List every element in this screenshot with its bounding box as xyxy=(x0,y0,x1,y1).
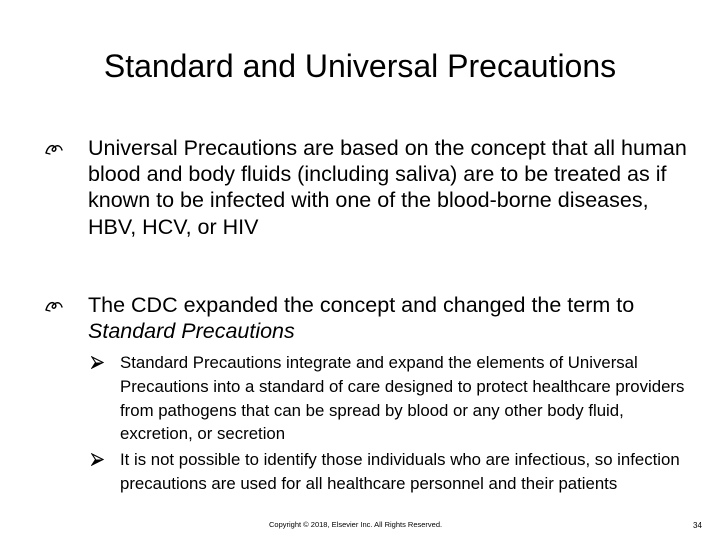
sub-bullet-standard-precautions xyxy=(120,351,690,446)
bullet-cdc-expanded xyxy=(88,292,688,344)
sub-bullet-infectious xyxy=(120,448,690,496)
slide-title: Standard and Universal Precautions xyxy=(103,48,617,84)
sub-bullet-text: Standard Precautions integrate and expand the elements of Universal Precautions into a standard of care designed to protect healthcare providers from pathogens that can be spread by blood or any other body fluid, excretion, or secretion xyxy=(120,353,685,444)
arrowhead-bullet-icon xyxy=(91,356,104,369)
bullet-text: The CDC expanded the concept and changed the term to xyxy=(88,293,635,317)
footer-copyright: Copyright © 2018, Elsevier Inc. All Rights Reserved. xyxy=(269,520,443,529)
page-number: 34 xyxy=(693,521,702,530)
scroll-bullet-icon xyxy=(44,142,64,156)
bullet-universal-precautions xyxy=(88,135,688,240)
arrowhead-bullet-icon xyxy=(91,453,104,466)
bullet-text-emphasis: Standard Precautions xyxy=(88,319,295,344)
scroll-bullet-icon xyxy=(44,299,64,313)
sub-bullet-text: It is not possible to identify those individuals who are infectious, so infection precautions are used for all healthcare personnel and their patients xyxy=(120,450,680,493)
bullet-text: Universal Precautions are based on the concept that all human blood and body fluids (including saliva) are to be treated as if known to be infected with one of the blood-borne diseases, HBV, HCV, or HIV xyxy=(88,136,687,239)
